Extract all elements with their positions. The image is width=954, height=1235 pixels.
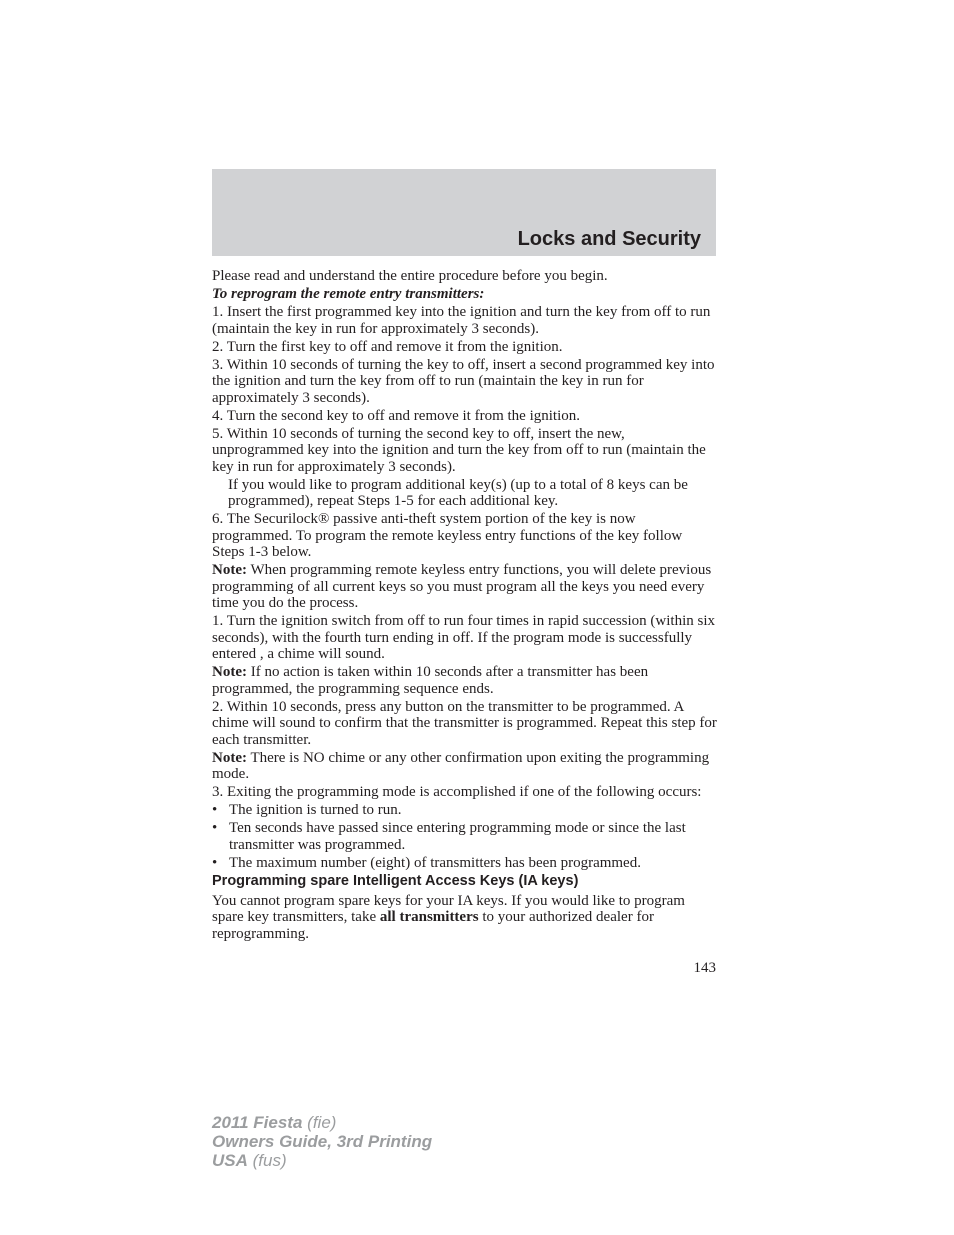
ia-text-post: to your authorized dealer for reprogramming.: [212, 909, 654, 942]
list-item: [212, 802, 717, 819]
step-b3: 3. Exiting the programming mode is accomplished if one of the following occurs:: [212, 784, 702, 800]
list-item: [212, 855, 717, 872]
list-item-text: Ten seconds have passed since entering programming mode or since the last transmitter was programmed.: [229, 820, 686, 853]
reprogram-heading: To reprogram the remote entry transmitters:: [212, 286, 485, 302]
footer-market-line: [212, 1151, 432, 1170]
note-1-text: When programming remote keyless entry functions, you will delete previous programming of all current keys so you must program all the keys you need every time you do the process.: [212, 562, 712, 611]
page-number: 143: [693, 960, 716, 976]
step-b2: 2. Within 10 seconds, press any button on the transmitter to be programmed. A chime will sound to confirm that the transmitter is programmed. Repeat this step for each transmitter.: [212, 698, 717, 748]
step-a5: 5. Within 10 seconds of turning the second key to off, insert the new, unprogrammed key into the ignition and turn the key from off to run (maintain the key in run for approximately 3 seconds).: [212, 425, 706, 475]
note-1: [212, 562, 717, 612]
note-3: [212, 750, 717, 783]
note-label: Note:: [212, 749, 247, 766]
list-item-text: The ignition is turned to run.: [229, 802, 402, 818]
section-title: Locks and Security: [517, 228, 701, 250]
list-item-text: The maximum number (eight) of transmitters has been programmed.: [229, 854, 641, 871]
ia-keys-heading: Programming spare Intelligent Access Keys (IA keys): [212, 872, 579, 889]
footer-model: 2011 Fiesta: [212, 1113, 303, 1132]
page-body: [212, 268, 717, 944]
step-a2: 2. Turn the first key to off and remove it from the ignition.: [212, 338, 563, 355]
footer-model-code: (fie): [307, 1113, 337, 1132]
ia-keys-paragraph: [212, 893, 717, 943]
intro-paragraph: Please read and understand the entire procedure before you begin.: [212, 268, 608, 284]
bullet-icon: •: [212, 820, 218, 836]
list-item: [212, 820, 717, 853]
step-b1: 1. Turn the ignition switch from off to run four times in rapid succession (within six seconds), with the fourth turn ending in off. If the program mode is successfully entered , a chime will sound.: [212, 613, 716, 662]
footer-model-line: [212, 1113, 432, 1132]
bullet-icon: •: [212, 802, 218, 818]
note-2: [212, 664, 717, 697]
note-3-text: There is NO chime or any other confirmation upon exiting the programming mode.: [212, 749, 710, 782]
section-header-band: [212, 169, 716, 256]
additional-keys-paragraph: If you would like to program additional key(s) (up to a total of 8 keys can be programmed), repeat Steps 1-5 for each additional key.: [228, 476, 688, 509]
note-label: Note:: [212, 562, 247, 578]
footer-guide: Owners Guide, 3rd Printing: [212, 1132, 433, 1151]
footer-market: USA: [212, 1151, 248, 1170]
note-2-text: If no action is taken within 10 seconds after a transmitter has been programmed, the programming sequence ends.: [212, 664, 649, 697]
note-label: Note:: [212, 664, 247, 680]
ia-text-bold: all transmitters: [379, 909, 479, 925]
footer: [212, 1113, 432, 1170]
bullet-icon: •: [212, 854, 218, 871]
footer-market-code: (fus): [252, 1151, 287, 1170]
step-a3: 3. Within 10 seconds of turning the key to off, insert a second programmed key into the ignition and turn the key from off to run (maintain the key in run for approximately 3 seconds).: [212, 356, 715, 406]
ia-text-pre: You cannot program spare keys for your IA keys. If you would like to program spare key transmitters, take: [212, 892, 685, 925]
step-6: 6. The Securilock® passive anti-theft system portion of the key is now programmed. To program the remote keyless entry functions of the key follow Steps 1-3 below.: [212, 511, 683, 560]
step-a4: 4. Turn the second key to off and remove it from the ignition.: [212, 407, 581, 424]
step-a1: 1. Insert the first programmed key into the ignition and turn the key from off to run (maintain the key in run for approximately 3 seconds).: [212, 304, 711, 337]
